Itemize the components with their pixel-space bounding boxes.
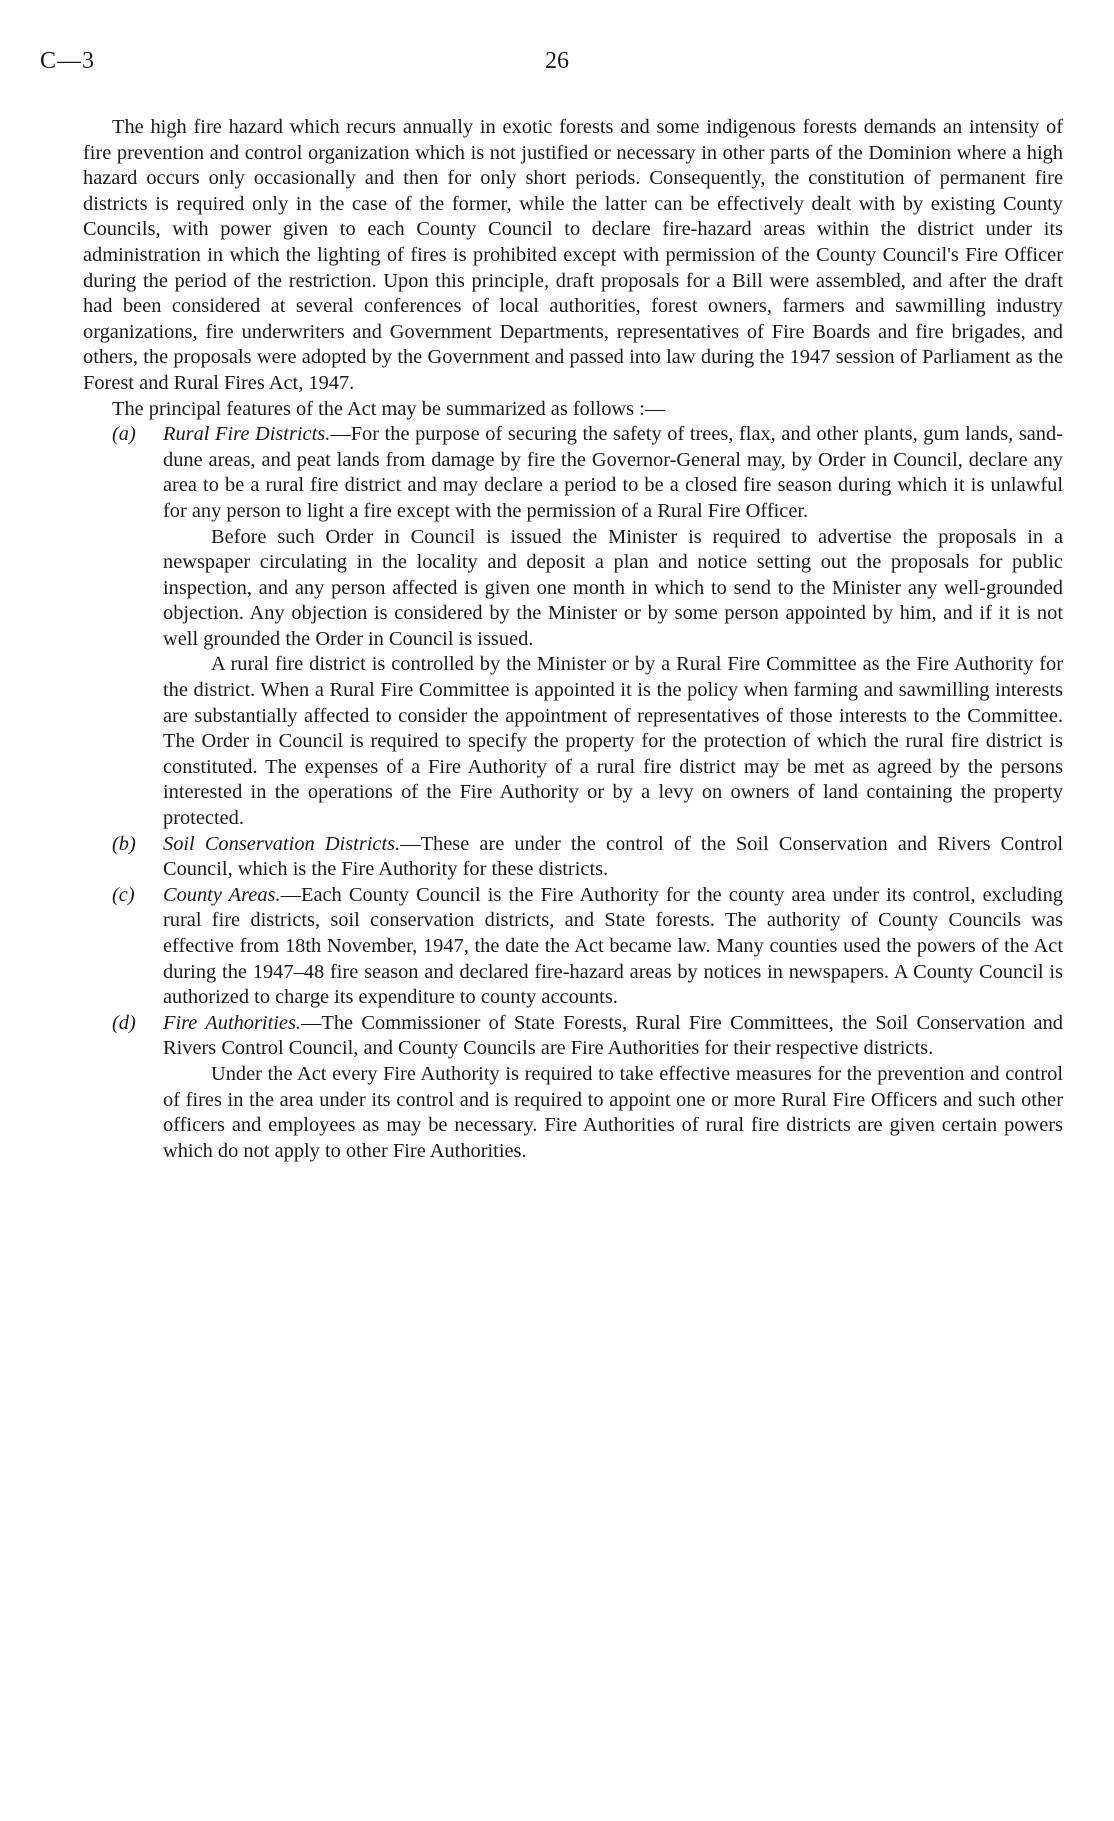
list-item-county-areas bbox=[83, 883, 1063, 1011]
summary-intro: The principal features of the Act may be summarized as follows :— bbox=[112, 397, 666, 420]
item-paragraph bbox=[163, 832, 1063, 883]
item-marker: (d) bbox=[112, 1011, 136, 1034]
item-sub-paragraph: Under the Act every Fire Authority is required to take effective measures for the prevention and control of fires in the area under its control and is required to appoint one or more Rural Fire Officers and such other officers and employees as may be necessary. Fire Authorities of rural fire districts are given certain powers which do not apply to other Fire Authorities. bbox=[163, 1062, 1063, 1162]
item-heading: Soil Conservation Districts. bbox=[163, 832, 401, 855]
item-text: —These are under the control of the Soil Conservation and Rivers Control Council, which is the Fire Authority for these districts. bbox=[163, 832, 1063, 881]
list-item-soil-conservation-districts bbox=[83, 832, 1063, 883]
item-sub-paragraph: A rural fire district is controlled by the Minister or by a Rural Fire Committee as the Fire Authority for the district. When a Rural Fire Committee is appointed it is the policy when farming and sawmilling interests are substantially affected to consider the appointment of representatives of those interests to the Committee. The Order in Council is required to specify the property for the protection of which the rural fire district is constituted. The expenses of a Fire Authority of a rural fire district may be met as agreed by the persons interested in the operations of the Fire Authority or by a levy on owners of land containing the property protected. bbox=[163, 653, 1063, 830]
item-marker: (c) bbox=[112, 883, 135, 906]
item-text: —Each County Council is the Fire Authority for the county area under its control, excluding rural fire districts, soil conservation districts, and State forests. The authority of County Councils was effective from 18th November, 1947, the date the Act became law. Many counties used the powers of the Act during the 1947–48 fire season and declared fire-hazard areas by notices in newspapers. A County Council is authorized to charge its expenditure to county accounts. bbox=[163, 883, 1063, 1009]
item-heading: Rural Fire Districts. bbox=[163, 423, 331, 446]
item-text: —For the purpose of securing the safety of trees, flax, and other plants, gum lands, sand-dune areas, and peat lands from damage by fire the Governor-General may, by Order in Council, declare any area to be a rural fire district and may declare a period to be a closed fire season during which it is unlawful for any person to light a fire except with the permission of a Rural Fire Officer. bbox=[163, 423, 1063, 522]
list-item-fire-authorities bbox=[83, 1011, 1063, 1062]
item-marker: (a) bbox=[112, 423, 136, 446]
item-paragraph bbox=[163, 883, 1063, 1011]
page-header bbox=[40, 48, 1074, 88]
item-marker: (b) bbox=[112, 832, 136, 855]
intro-paragraph: The high fire hazard which recurs annually in exotic forests and some indigenous forests demands an intensity of fire prevention and control organization which is not justified or necessary in other parts of the Dominion where a high hazard occurs only occasionally and then for only short periods. Consequently, the constitution of permanent fire districts is required only in the case of the former, while the latter can be effectively dealt with by existing County Councils, with power given to each County Council to declare fire-hazard areas within the district under its administration in which the lighting of fires is prohibited except with permission of the County Council's Fire Officer during the period of the restriction. Upon this principle, draft proposals for a Bill were assembled, and after the draft had been considered at several conferences of local authorities, forest owners, farmers and sawmilling industry organizations, fire underwriters and Government Departments, representatives of Fire Boards and fire brigades, and others, the proposals were adopted by the Government and passed into law during the 1947 session of Parliament as the Forest and Rural Fires Act, 1947. bbox=[83, 116, 1063, 394]
item-text: —The Commissioner of State Forests, Rural Fire Committees, the Soil Conservation and Rivers Control Council, and County Councils are Fire Authorities for their respective districts. bbox=[163, 1011, 1063, 1060]
document-reference: C—3 bbox=[40, 48, 96, 74]
item-paragraph bbox=[163, 422, 1063, 524]
page-number: 26 bbox=[545, 48, 569, 74]
item-sub-paragraph: Before such Order in Council is issued the Minister is required to advertise the proposals in a newspaper circulating in the locality and deposit a plan and notice setting out the proposals for public inspection, and any person affected is given one month in which to send to the Minister any well-grounded objection. Any objection is considered by the Minister or by some person appointed by him, and if it is not well grounded the Order in Council is issued. bbox=[163, 525, 1063, 650]
body-text bbox=[83, 115, 1063, 1164]
list-item-rural-fire-districts bbox=[83, 422, 1063, 524]
item-heading: County Areas. bbox=[163, 883, 281, 906]
item-heading: Fire Authorities. bbox=[163, 1011, 302, 1034]
item-paragraph bbox=[163, 1011, 1063, 1062]
